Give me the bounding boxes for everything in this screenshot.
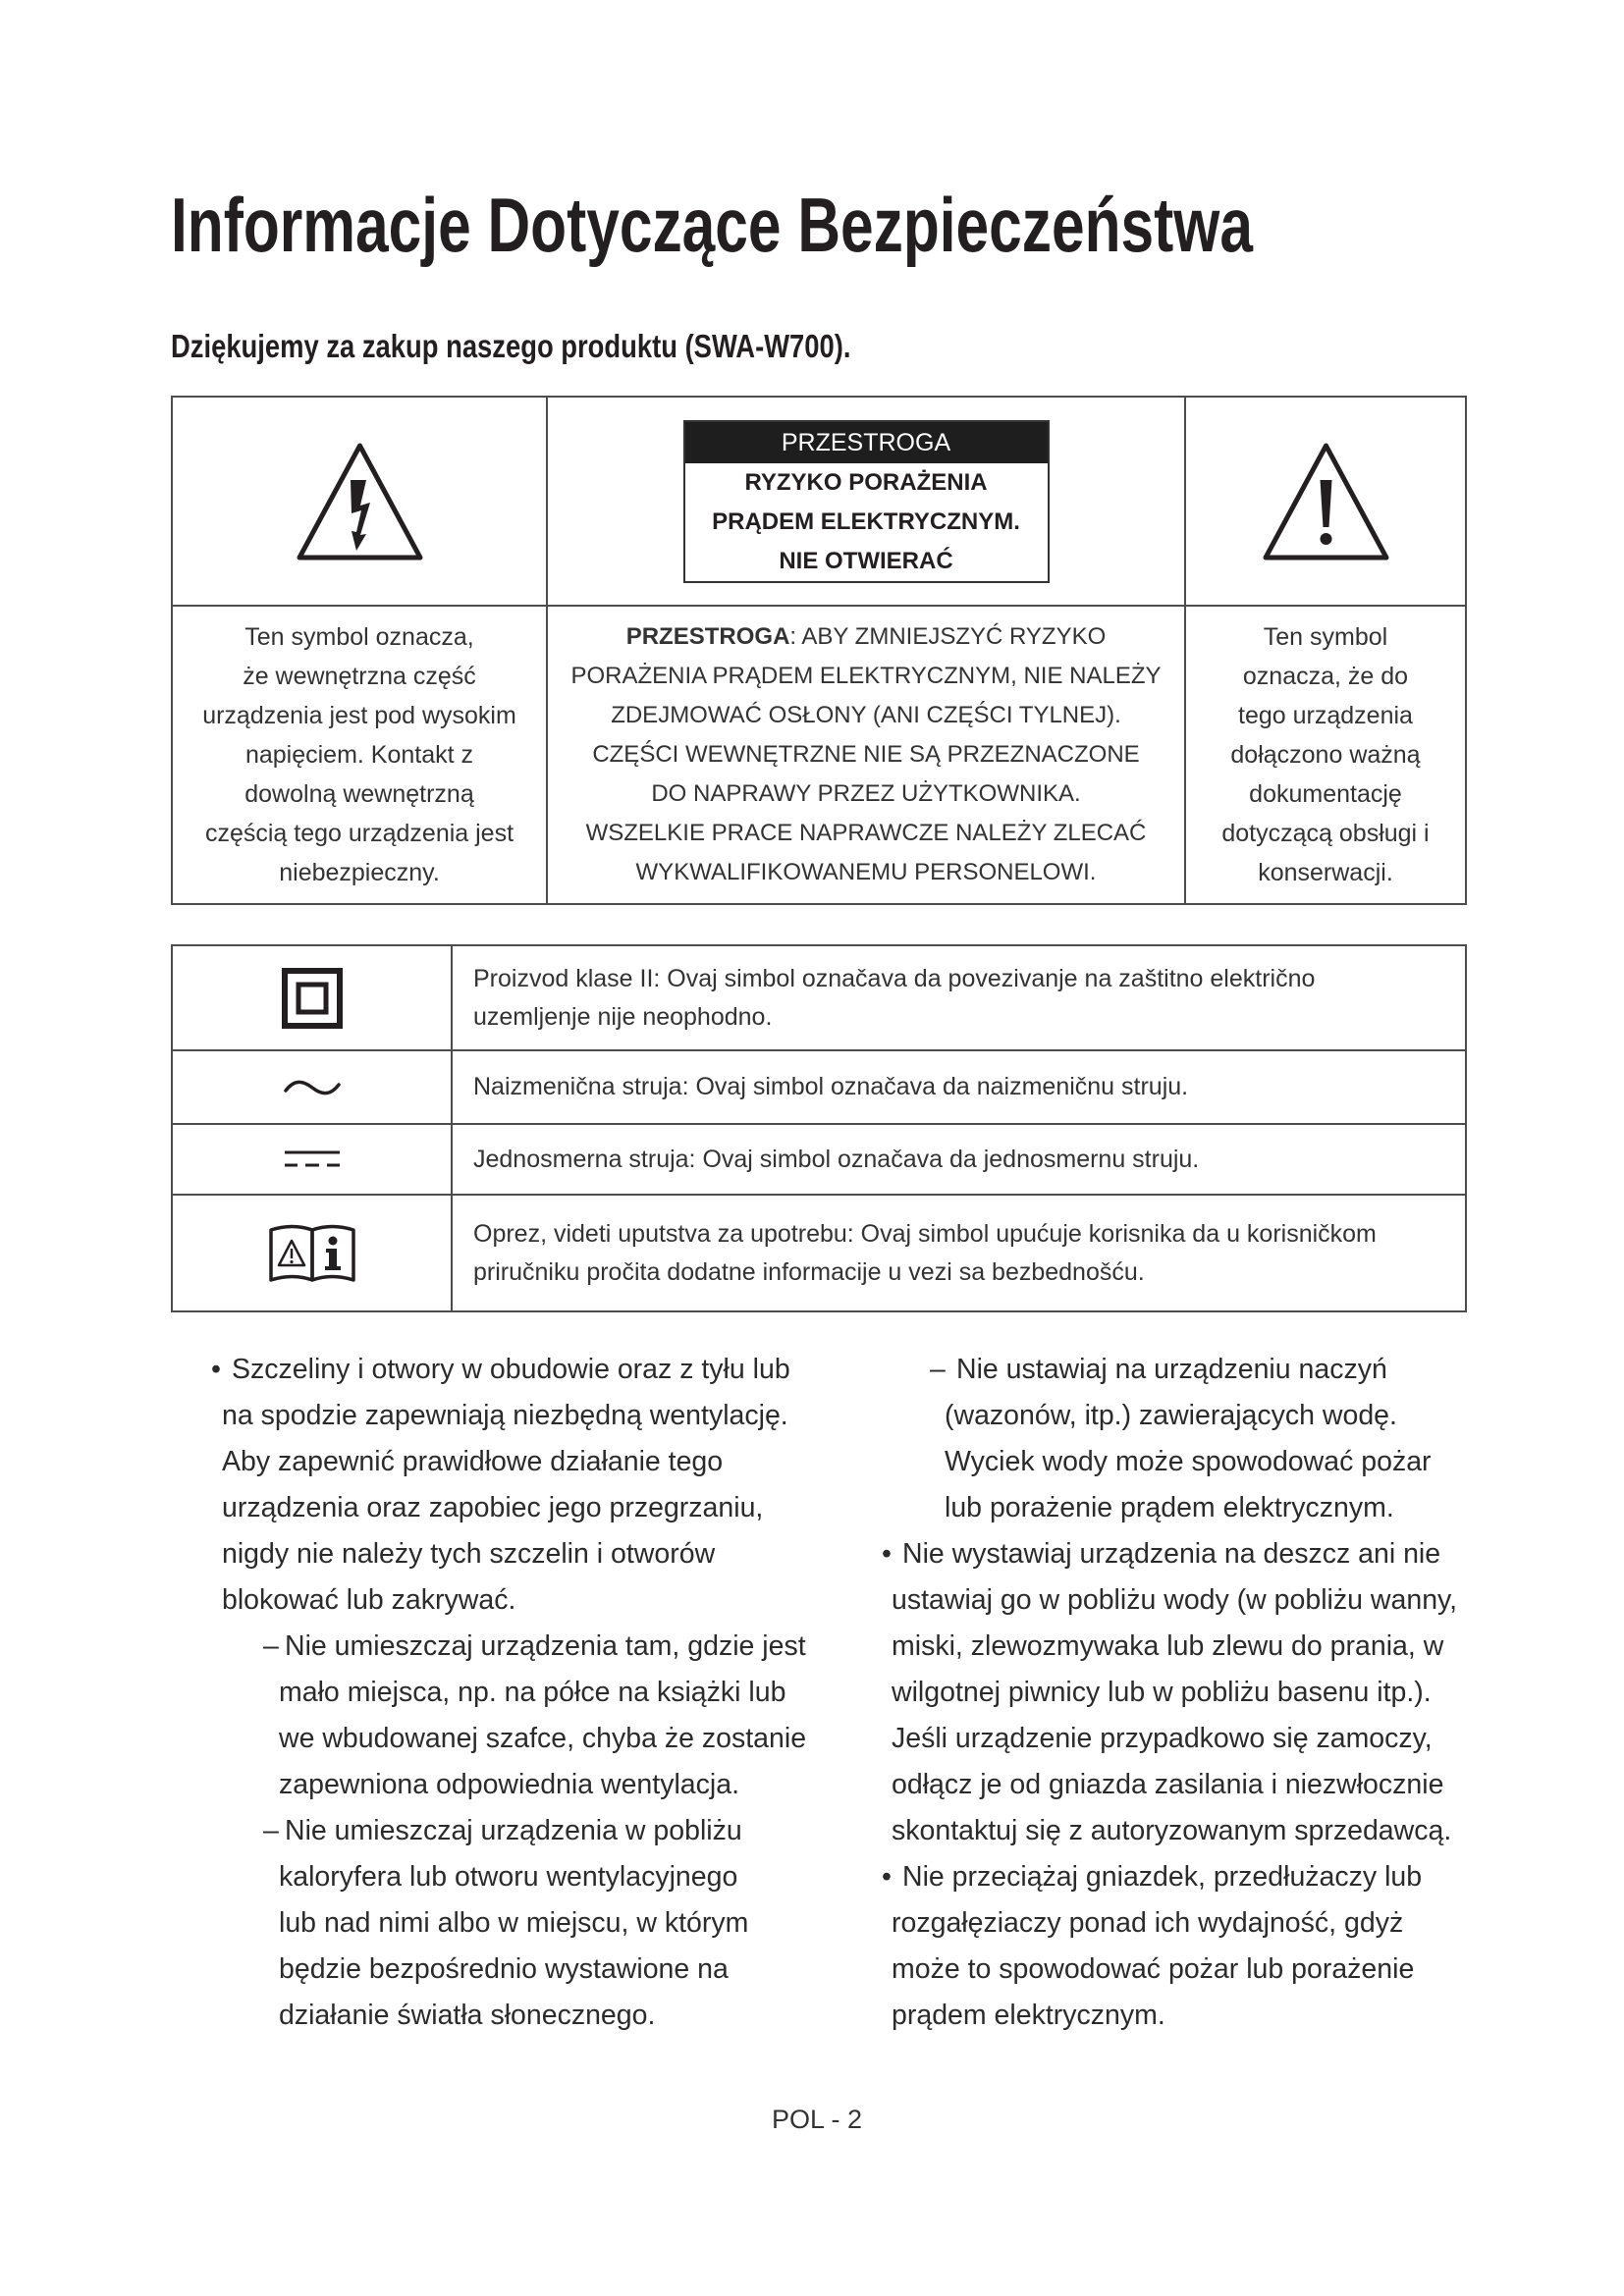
safety-warning-table xyxy=(171,396,1467,905)
text-line: Szczeliny i otwory w obudowie oraz z tyłu lub xyxy=(232,1354,790,1385)
text-line: ustawiaj go w pobliżu wody (w pobliżu wanny, xyxy=(892,1584,1458,1616)
text-line: priručniku pročita dodatne informacije u vezi sa bezbednošću. xyxy=(473,1257,1145,1286)
text-line: Oprez, videti uputstva za upotrebu: Ovaj simbol upućuje korisnika da u korisničkom xyxy=(473,1219,1377,1248)
text-line: Wyciek wody może spowodować pożar xyxy=(945,1446,1432,1477)
alternating-current-icon xyxy=(283,1078,342,1097)
left-sub-item-heat-sources xyxy=(263,1808,749,2039)
text-line: Ten symbol xyxy=(1263,623,1388,651)
text-line: zapewniona odpowiednia wentylacja. xyxy=(279,1769,739,1800)
page-title: Informacje Dotyczące Bezpieczeństwa xyxy=(171,182,1253,268)
read-manual-info-icon xyxy=(266,1221,358,1286)
caution-line: RYZYKO PORAŻENIA xyxy=(744,468,988,496)
text-line: Nie umieszczaj urządzenia w pobliżu xyxy=(285,1815,742,1846)
text-line: oznacza, że do xyxy=(1242,663,1409,690)
text-line: urządzenia oraz zapobiec jego przegrzaniu, xyxy=(222,1492,764,1523)
bullet-marker: • xyxy=(882,1538,892,1570)
exclamation-symbol-cell xyxy=(1185,397,1466,606)
text-line: dokumentację xyxy=(1249,780,1402,808)
bullet-marker: • xyxy=(882,1861,892,1893)
right-sub-item-liquids xyxy=(930,1347,1432,1531)
text-line: działanie światła słonecznego. xyxy=(279,2000,656,2031)
text-line: odłącz je od gniazda zasilania i niezwłocznie xyxy=(892,1769,1444,1800)
page-number: POL - 2 xyxy=(772,2105,863,2134)
text-line: miski, zlewozmywaka lub zlewu do prania, w xyxy=(892,1630,1444,1662)
page-subtitle: Dziękujemy za zakup naszego produktu (SWA-W700). xyxy=(171,328,851,364)
text-line: Nie przeciążaj gniazdek, przedłużaczy lub xyxy=(902,1861,1423,1893)
right-bullet-item-moisture xyxy=(882,1531,1458,1854)
warning-symbols-row xyxy=(172,397,1466,606)
text-line: lub nad nimi albo w miejscu, w którym xyxy=(279,1907,749,1939)
text-line: wilgotnej piwnicy lub w pobliżu basenu itp.). xyxy=(892,1677,1432,1708)
shock-symbol-cell xyxy=(172,397,547,606)
text-line: Nie ustawiaj na urządzeniu naczyń xyxy=(956,1354,1387,1385)
text-line: napięciem. Kontakt z xyxy=(244,741,474,769)
text-line: Jeśli urządzenie przypadkowo się zamoczy, xyxy=(892,1723,1433,1754)
text-line: Nie wystawiaj urządzenia na deszcz ani nie xyxy=(902,1538,1441,1570)
symbol-icon-cell xyxy=(172,1124,452,1195)
text-line: rozgałęziaczy ponad ich wydajność, gdyż xyxy=(892,1907,1404,1939)
text-line: Ten symbol oznacza, xyxy=(244,623,474,651)
class-ii-double-insulation-icon xyxy=(282,968,343,1029)
text-line: kaloryfera lub otworu wentylacyjnego xyxy=(279,1861,738,1893)
text-line: Jednosmerna struja: Ovaj simbol označava da jednosmernu struju. xyxy=(473,1145,1200,1173)
dash-marker: – xyxy=(263,1630,279,1662)
electric-shock-warning-icon xyxy=(296,441,424,562)
caution-label-box xyxy=(683,420,1050,583)
text-line: (wazonów, itp.) zawierających wodę. xyxy=(945,1400,1397,1431)
symbol-description xyxy=(452,1195,1466,1311)
text-line: CZĘŚCI WEWNĘTRZNE NIE SĄ PRZEZNACZONE xyxy=(592,741,1140,768)
dash-marker: – xyxy=(930,1354,946,1385)
symbol-row-manual xyxy=(172,1195,1466,1311)
symbol-icon-cell xyxy=(172,1195,452,1311)
text-line xyxy=(548,617,1184,657)
symbol-row-dc xyxy=(172,1124,1466,1195)
bullet-marker: • xyxy=(211,1354,221,1385)
text-line: Proizvod klase II: Ovaj simbol označava da povezivanje na zaštitno električno xyxy=(473,964,1316,992)
text-line: DO NAPRAWY PRZEZ UŻYTKOWNIKA. xyxy=(651,780,1081,807)
text-line: WYKWALIFIKOWANEMU PERSONELOWI. xyxy=(635,859,1097,885)
text-line: Nie umieszczaj urządzenia tam, gdzie jest xyxy=(285,1630,806,1662)
text-line: PORAŻENIA PRĄDEM ELEKTRYCZNYM, NIE NALEŻY xyxy=(570,663,1162,689)
exclamation-symbol-description xyxy=(1185,606,1466,904)
symbols-table xyxy=(171,944,1467,1312)
right-bullet-item-overload xyxy=(882,1854,1423,2039)
caution-line: PRĄDEM ELEKTRYCZNYM. xyxy=(712,507,1020,535)
text-line: WSZELKIE PRACE NAPRAWCZE NALEŻY ZLECAĆ xyxy=(585,820,1147,846)
caution-label-cell xyxy=(547,397,1185,606)
symbol-row-ac xyxy=(172,1050,1466,1124)
caution-first-line-text: : ABY ZMNIEJSZYĆ RYZYKO xyxy=(789,623,1107,650)
symbol-description xyxy=(452,1124,1466,1195)
text-line: będzie bezpośrednio wystawione na xyxy=(279,1953,729,1985)
text-line: mało miejsca, np. na półce na książki lub xyxy=(279,1677,786,1708)
text-line: nigdy nie należy tych szczelin i otworów xyxy=(222,1538,716,1570)
caution-header: PRZESTROGA xyxy=(685,422,1048,463)
symbol-description xyxy=(452,1050,1466,1124)
text-line: Aby zapewnić prawidłowe działanie tego xyxy=(222,1446,724,1477)
text-line: dotyczącą obsługi i xyxy=(1221,820,1430,847)
text-line: tego urządzenia xyxy=(1238,702,1413,729)
left-bullet-item-ventilation xyxy=(211,1347,790,1624)
text-line: na spodzie zapewniają niezbędną wentylację. xyxy=(222,1400,788,1431)
text-line: lub porażenie prądem elektrycznym. xyxy=(945,1492,1394,1523)
text-line: konserwacji. xyxy=(1258,859,1393,886)
symbol-description xyxy=(452,945,1466,1050)
warning-descriptions-row xyxy=(172,606,1466,904)
text-line: niebezpieczny. xyxy=(279,859,440,886)
text-line: częścią tego urządzenia jest xyxy=(204,820,514,847)
direct-current-icon xyxy=(283,1148,342,1170)
text-line: prądem elektrycznym. xyxy=(892,2000,1165,2031)
text-line: Naizmenična struja: Ovaj simbol označava da naizmeničnu struju. xyxy=(473,1073,1189,1100)
text-line: że wewnętrzna część xyxy=(243,663,476,690)
text-line: skontaktuj się z autoryzowanym sprzedawcą. xyxy=(892,1815,1452,1846)
dash-marker: – xyxy=(263,1815,279,1846)
text-line: może to spowodować pożar lub porażenie xyxy=(892,1953,1415,1985)
text-line: uzemljenje nije neophodno. xyxy=(473,1002,773,1031)
caution-inline-label: PRZESTROGA xyxy=(625,623,790,650)
text-line: blokować lub zakrywać. xyxy=(222,1584,516,1616)
left-sub-item-placement xyxy=(263,1624,807,1808)
text-line: dowolną wewnętrzną xyxy=(244,780,474,808)
caution-line: NIE OTWIERAĆ xyxy=(779,547,953,574)
symbol-icon-cell xyxy=(172,1050,452,1124)
caution-description xyxy=(547,606,1185,904)
exclamation-warning-icon xyxy=(1262,441,1390,562)
text-line: we wbudowanej szafce, chyba że zostanie xyxy=(279,1723,807,1754)
symbol-row-class-ii xyxy=(172,945,1466,1050)
text-line: ZDEJMOWAĆ OSŁONY (ANI CZĘŚCI TYLNEJ). xyxy=(611,702,1121,728)
shock-symbol-description xyxy=(172,606,547,904)
text-line: dołączono ważną xyxy=(1230,741,1421,769)
symbol-icon-cell xyxy=(172,945,452,1050)
text-line: urządzenia jest pod wysokim xyxy=(202,702,516,729)
